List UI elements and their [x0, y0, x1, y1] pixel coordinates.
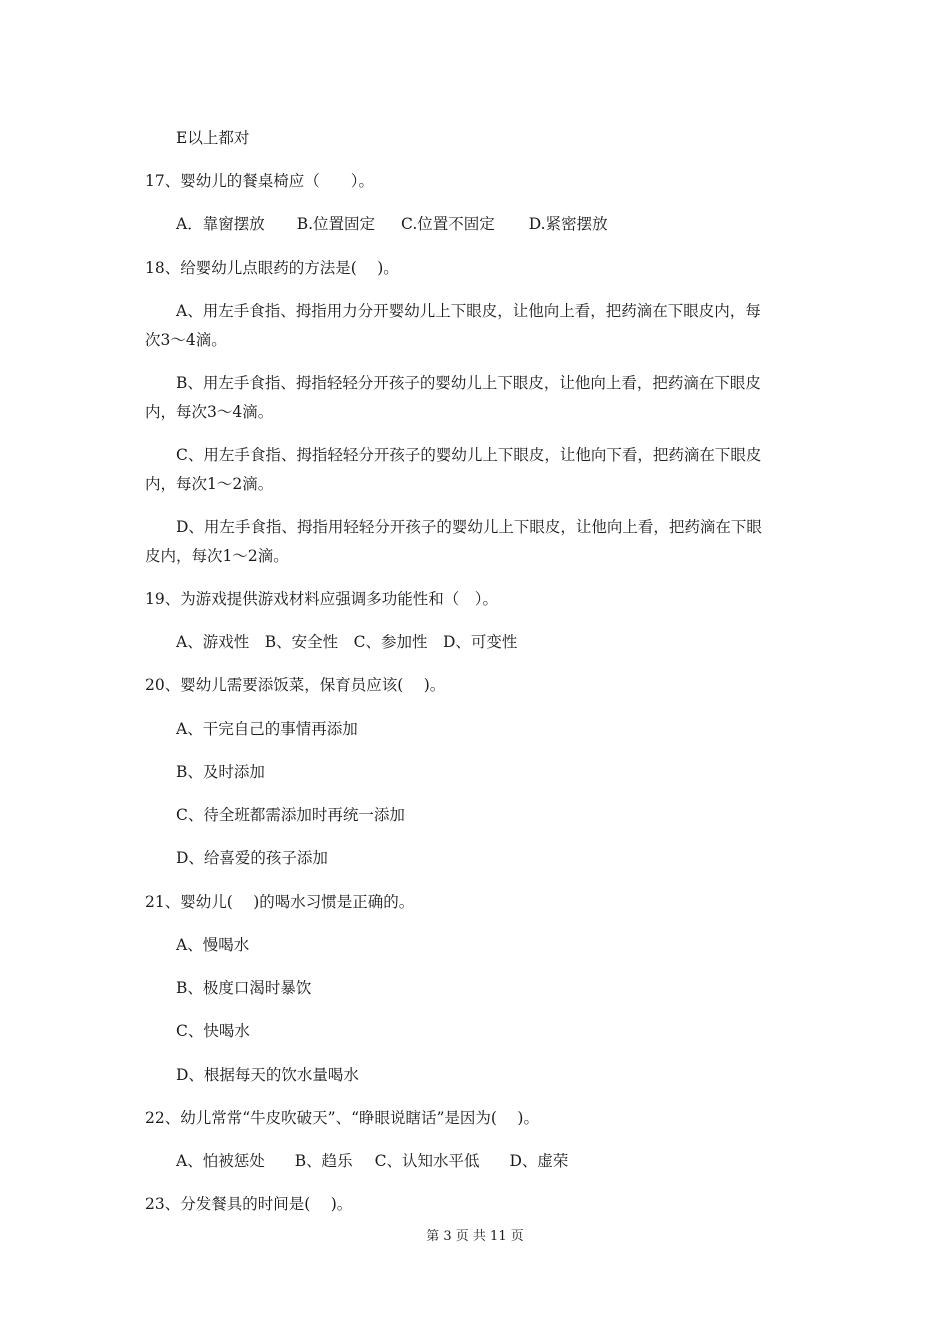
question-21-option-c: C、快喝水 [176, 1022, 250, 1040]
page-footer: 第 3 页 共 11 页 [426, 1229, 524, 1244]
question-21-option-a: A、慢喝水 [176, 936, 250, 954]
question-20-option-b: B、及时添加 [176, 763, 265, 781]
question-18-option-b: B、用左手食指、拇指轻轻分开孩子的婴幼儿上下眼皮，让他向上看，把药滴在下眼皮 [176, 374, 761, 392]
question-23: 23、分发餐具的时间是( )。 [145, 1195, 353, 1213]
question-22: 22、幼儿常常“牛皮吹破天”、“睁眼说瞎话”是因为( )。 [145, 1109, 539, 1127]
question-18-option-c-cont: 内，每次1～2滴。 [145, 475, 274, 493]
option-c: C.位置不固定 [401, 215, 495, 233]
question-21-option-d: D、根据每天的饮水量喝水 [176, 1066, 359, 1084]
option-a: A、怕被惩处 [176, 1152, 265, 1170]
question-18-option-a-cont: 次3～4滴。 [145, 331, 227, 349]
option-b: B、趋乐 [294, 1152, 353, 1170]
question-22-options [176, 1151, 568, 1171]
question-18-option-a: A、用左手食指、拇指用力分开婴幼儿上下眼皮，让他向上看，把药滴在下眼皮内，每 [176, 302, 761, 320]
question-21-option-b: B、极度口渴时暴饮 [176, 979, 312, 997]
question-19-options: A、游戏性 B、安全性 C、参加性 D、可变性 [176, 633, 518, 651]
option-e-line: E以上都对 [176, 129, 250, 147]
question-20: 20、婴幼儿需要添饭菜，保育员应该( )。 [145, 676, 446, 694]
question-17-options [176, 214, 608, 234]
question-20-option-d: D、给喜爱的孩子添加 [176, 849, 328, 867]
option-b: B.位置固定 [296, 215, 376, 233]
option-d: D、虚荣 [509, 1152, 569, 1170]
question-20-option-c: C、待全班都需添加时再统一添加 [176, 806, 405, 824]
question-18: 18、给婴幼儿点眼药的方法是( )。 [145, 259, 399, 277]
question-18-option-c: C、用左手食指、拇指轻轻分开孩子的婴幼儿上下眼皮，让他向下看，把药滴在下眼皮 [176, 446, 762, 464]
question-17: 17、婴幼儿的餐桌椅应（ ）。 [145, 172, 374, 190]
question-18-option-d: D、用左手食指、拇指用轻轻分开孩子的婴幼儿上下眼皮，让他向上看，把药滴在下眼 [176, 518, 762, 536]
option-c: C、认知水平低 [374, 1152, 480, 1170]
option-d: D.紧密摆放 [528, 215, 608, 233]
question-18-option-b-cont: 内，每次3～4滴。 [145, 403, 274, 421]
question-21: 21、婴幼儿( )的喝水习惯是正确的。 [145, 893, 415, 911]
option-a: A．靠窗摆放 [176, 215, 265, 233]
question-20-option-a: A、干完自己的事情再添加 [176, 720, 358, 738]
question-19: 19、为游戏提供游戏材料应强调多功能性和（ ）。 [145, 590, 498, 608]
question-18-option-d-cont: 皮内，每次1～2滴。 [145, 547, 289, 565]
